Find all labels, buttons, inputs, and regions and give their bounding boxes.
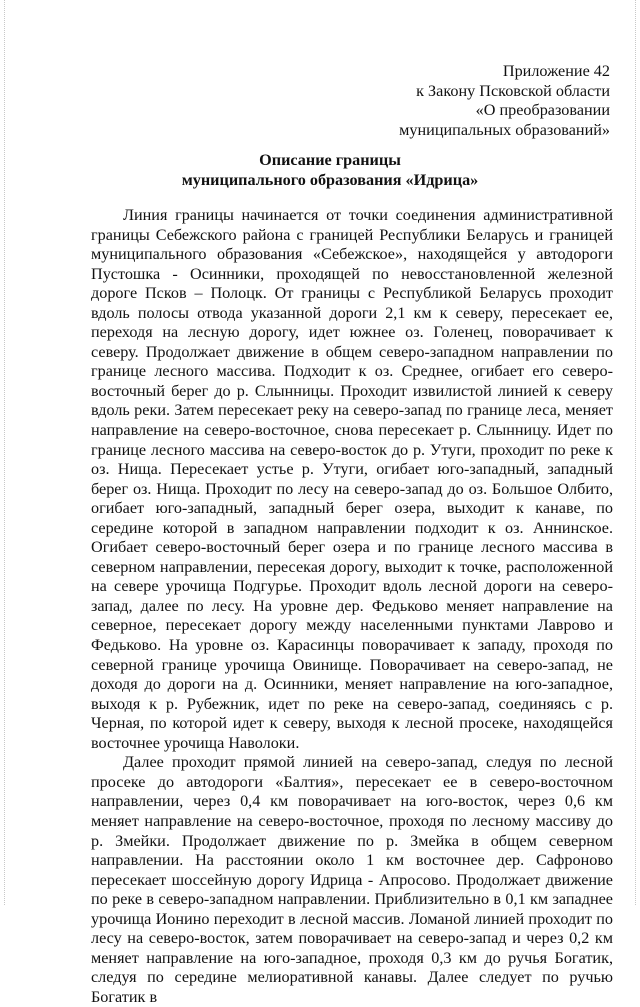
document-body xyxy=(91,206,613,1007)
title-line: Описание границы xyxy=(259,151,401,169)
scan-edge-right xyxy=(635,0,636,905)
scan-edge-left xyxy=(4,0,5,905)
appendix-line: Приложение 42 xyxy=(502,62,610,80)
paragraph: Линия границы начинается от точки соединения административной границы Себежского района с границей Республики Беларусь и границей муниципального образования «Себежское», находящейся у автодороги Пустошка - Осинники, проходящей по невосстановленной железной дороге Псков – Полоцк. От границы с Республикой Беларусь проходит вдоль полосы отвода указанной дороги 2,1 км к северу, пересекает ее, переходя на лесную дорогу, идет южнее оз. Голенец, поворачивает к северу. Продолжает движение в общем северо-западном направлении по границе лесного массива. Подходит к оз. Среднее, огибает его северо-восточный берег до р. Слынницы. Проходит извилистой линией к северу вдоль реки. Затем пересекает реку на северо-запад по границе леса, меняет направление на северо-восточное, снова пересекает р. Слынницу. Идет по границе лесного массива на северо-восток до р. Утуги, проходит по реке к оз. Нища. Пересекает устье р. Утуги, огибает юго-западный, западный берег оз. Нища. Проходит по лесу на северо-запад до оз. Большое Олбито, огибает юго-западный, западный берег озера, выходит к канаве, по середине которой в западном направлении подходит к оз. Аннинское. Огибает северо-восточный берег озера и по границе лесного массива в северном направлении, пересекая дорогу, выходит к точке, расположенной на севере урочища Подгурье. Проходит вдоль лесной дороги на северо-запад, далее по лесу. На уровне дер. Федьково меняет направление на северное, пересекает дорогу между населенными пунктами Лаврово и Федьково. На уровне оз. Карасинцы поворачивает к западу, проходя по северной границе урочища Овинище. Поворачивает на северо-запад, не доходя до дороги на д. Осинники, меняет направление на юго-западное, выходя к р. Рубежник, идет по реке на северо-запад, соединяясь с р. Черная, по которой идет к северу, выходя к лесной просеке, находящейся восточнее урочища Наволоки. xyxy=(91,206,613,752)
document-title xyxy=(40,151,620,190)
appendix-header xyxy=(250,62,610,140)
appendix-line: «О преобразовании xyxy=(475,101,610,119)
paragraph: Далее проходит прямой линией на северо-запад, следуя по лесной просеке до автодороги «Балтия», пересекает ее в северо-восточном направлении, через 0,4 км поворачивает на юго-восток, через 0,6 км меняет направление на северо-восточное, проходя по лесному массиву до р. Змейки. Продолжает движение по р. Змейка в общем северном направлении. На расстоянии около 1 км восточнее дер. Сафроново пересекает шоссейную дорогу Идрица - Апросово. Продолжает движение по реке в северо-западном направлении. Приблизительно в 0,1 км западнее урочища Ионино переходит в лесной массив. Ломаной линией проходит по лесу на северо-восток, затем поворачивает на северо-запад и через 0,2 км меняет направление на юго-западное, проходя 0,3 км до ручья Богатик, следуя по середине мелиоративной канавы. Далее следует по ручью Богатик в xyxy=(91,753,613,1006)
appendix-line: муниципальных образований» xyxy=(399,120,610,139)
appendix-line: к Закону Псковской области xyxy=(416,81,610,100)
title-line: муниципального образования «Идрица» xyxy=(181,170,479,189)
